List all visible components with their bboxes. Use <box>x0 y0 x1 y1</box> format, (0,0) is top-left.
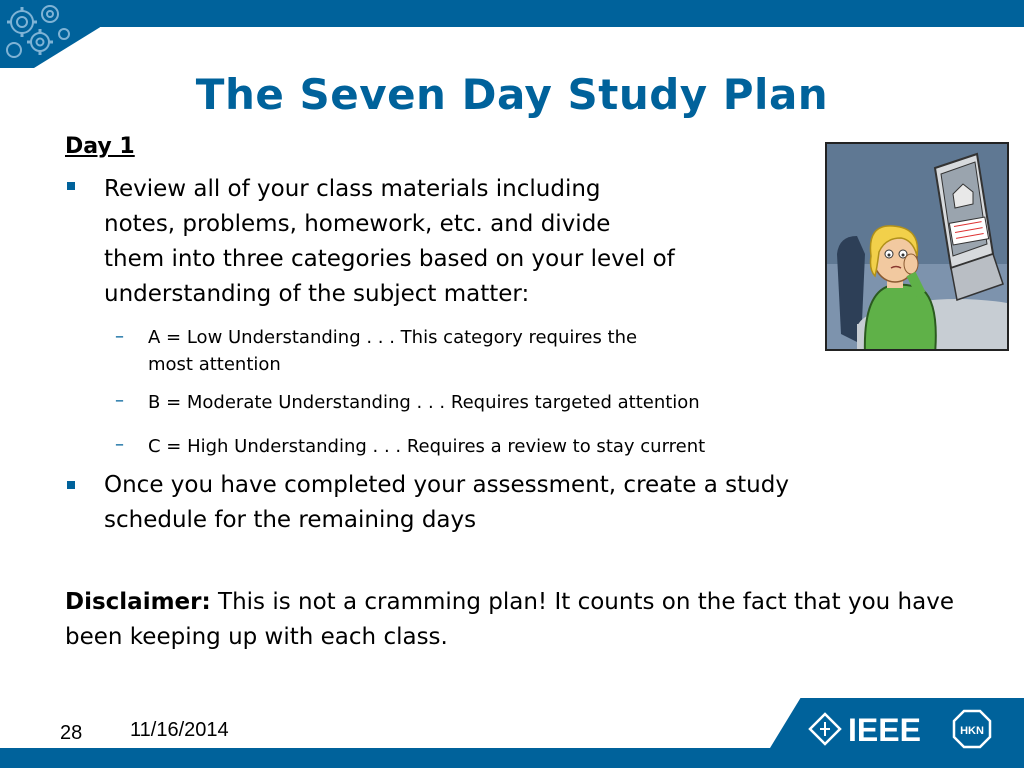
sub-bullet-b <box>148 389 700 416</box>
page-number: 28 <box>60 722 83 744</box>
slide-date: 11/16/2014 <box>130 719 229 741</box>
sub-bullet-line: C = High Understanding . . . Requires a review to stay current <box>148 436 706 457</box>
disclaimer-label: Disclaimer: <box>65 589 211 615</box>
hkn-logo <box>952 709 992 749</box>
slide-title: The Seven Day Study Plan <box>195 70 829 119</box>
day-heading: Day 1 <box>65 134 135 159</box>
sub-bullet-line: A = Low Understanding . . . This category requires the <box>148 327 638 348</box>
sub-bullet-dash: – <box>115 434 124 455</box>
square-bullet-icon <box>67 182 75 190</box>
ieee-logo <box>808 712 948 746</box>
sub-bullet-line: B = Moderate Understanding . . . Requires targeted attention <box>148 392 700 413</box>
bullet-1-line: understanding of the subject matter: <box>104 281 530 307</box>
top-banner <box>0 0 1024 27</box>
bullet-1-line: Review all of your class materials including <box>104 176 601 202</box>
bullet-2 <box>104 468 789 538</box>
bullet-2-line: schedule for the remaining days <box>104 507 477 533</box>
bullet-2-line: Once you have completed your assessment, create a study <box>104 472 789 498</box>
footer-banner <box>0 748 1024 768</box>
bullet-1 <box>104 172 675 312</box>
disclaimer <box>65 585 1005 655</box>
gears-icon <box>0 0 80 68</box>
sub-bullet-dash: – <box>115 390 124 411</box>
bullet-1-line: notes, problems, homework, etc. and divide <box>104 211 611 237</box>
student-with-laptop-calendar-illustration <box>827 144 1009 351</box>
sub-bullet-c <box>148 433 705 460</box>
square-bullet-icon <box>67 481 75 489</box>
ieee-logo-text: IEEE <box>848 712 921 746</box>
student-illustration <box>825 142 1009 351</box>
sub-bullet-line: most attention <box>148 354 281 375</box>
sub-bullet-dash: – <box>115 326 124 347</box>
sub-bullet-a <box>148 324 637 378</box>
disclaimer-text: This is not a cramming plan! It counts on the fact that you have been keeping up with each class. <box>65 589 954 650</box>
hkn-logo-text: HKN <box>960 725 984 737</box>
bullet-1-line: them into three categories based on your level of <box>104 246 675 272</box>
